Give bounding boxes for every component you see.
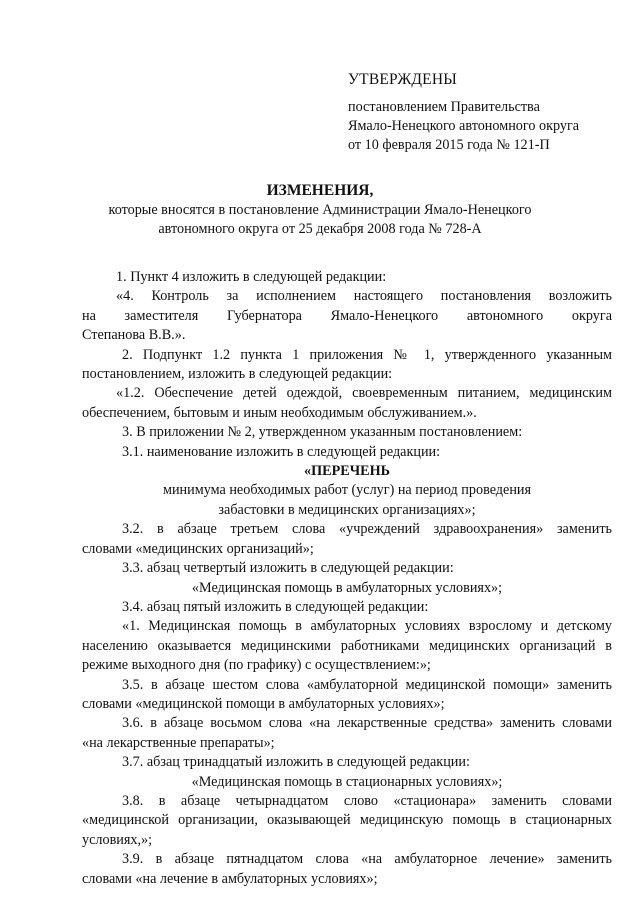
paragraph: «1. Медицинская помощь в амбулаторных условиях взрослому и детскому xyxy=(122,618,612,635)
approval-line: Ямало-Ненецкого автономного округа xyxy=(348,118,580,134)
document-body xyxy=(82,268,612,889)
paragraph: 3.9. в абзаце пятнадцатом слова «на амбулаторное лечение» заменить xyxy=(122,851,612,868)
paragraph: 3.8. в абзаце четырнадцатом слово «стационара» заменить словами xyxy=(122,792,612,809)
subtitle-line: автономного округа от 25 декабря 2008 года № 728-А xyxy=(158,221,482,237)
paragraph: на заместителя Губернатора Ямало-Ненецкого автономного округа xyxy=(82,307,612,324)
document-subtitle xyxy=(60,201,580,239)
paragraph: обеспечением, бытовым и иным необходимым обслуживанием.». xyxy=(82,404,477,421)
paragraph: «на лекарственные препараты»; xyxy=(82,734,275,751)
paragraph: 3.7. абзац тринадцатый изложить в следующей редакции: xyxy=(122,754,470,771)
quoted-line: «Медицинская помощь в амбулаторных условиях»; xyxy=(191,579,503,596)
paragraph: 3.2. в абзаце третьем слова «учреждений здравоохранения» заменить xyxy=(122,521,612,538)
paragraph: 3.3. абзац четвертый изложить в следующей редакции: xyxy=(122,560,454,577)
paragraph: «медицинской организации, оказывающей медицинскую помощь в стационарных xyxy=(82,812,612,829)
paragraph: «4. Контроль за исполнением настоящего постановления возложить xyxy=(116,288,612,305)
paragraph: 3.6. в абзаце восьмом слова «на лекарственные средства» заменить словами xyxy=(122,715,612,732)
paragraph: 3. В приложении № 2, утвержденном указанным постановлением: xyxy=(122,424,523,441)
paragraph: словами «медицинской помощи в амбулаторных условиях»; xyxy=(82,695,445,712)
subtitle-line: которые вносятся в постановление Администрации Ямало-Ненецкого xyxy=(108,202,532,218)
paragraph: 3.4. абзац пятый изложить в следующей редакции: xyxy=(122,598,429,615)
approval-block xyxy=(348,70,628,155)
paragraph: «1.2. Обеспечение детей одеждой, своевременным питанием, медицинским xyxy=(116,385,612,402)
paragraph: условиях,»; xyxy=(82,831,153,848)
paragraph: 3.1. наименование изложить в следующей редакции: xyxy=(122,443,441,460)
paragraph: словами «на лечение в амбулаторных условиях»; xyxy=(82,870,378,887)
paragraph: словами «медицинских организаций»; xyxy=(82,540,314,557)
paragraph: постановлением, изложить в следующей редакции: xyxy=(82,366,393,383)
paragraph: 2. Подпункт 1.2 пункта 1 приложения № 1, утвержденного указанным xyxy=(122,346,612,363)
list-title: «ПЕРЕЧЕНЬ xyxy=(303,463,390,480)
paragraph: Степанова В.В.». xyxy=(82,327,186,344)
approval-line: постановлением Правительства xyxy=(348,99,540,115)
list-subtitle: забастовки в медицинских организациях»; xyxy=(218,501,476,518)
paragraph: населению оказывается медицинскими работниками медицинских организаций в xyxy=(82,637,612,654)
paragraph: 3.5. в абзаце шестом слова «амбулаторной медицинской помощи» заменить xyxy=(122,676,612,693)
list-subtitle: минимума необходимых работ (услуг) на период проведения xyxy=(162,482,532,499)
document-title: ИЗМЕНЕНИЯ, xyxy=(266,182,374,199)
approval-line: от 10 февраля 2015 года № 121-П xyxy=(348,137,550,153)
paragraph: 1. Пункт 4 изложить в следующей редакции: xyxy=(116,269,387,285)
approval-heading: УТВЕРЖДЕНЫ xyxy=(348,71,457,88)
quoted-line: «Медицинская помощь в стационарных условиях»; xyxy=(191,773,503,790)
paragraph: режиме выходного дня (по графику) с осуществлением:»; xyxy=(82,657,431,674)
